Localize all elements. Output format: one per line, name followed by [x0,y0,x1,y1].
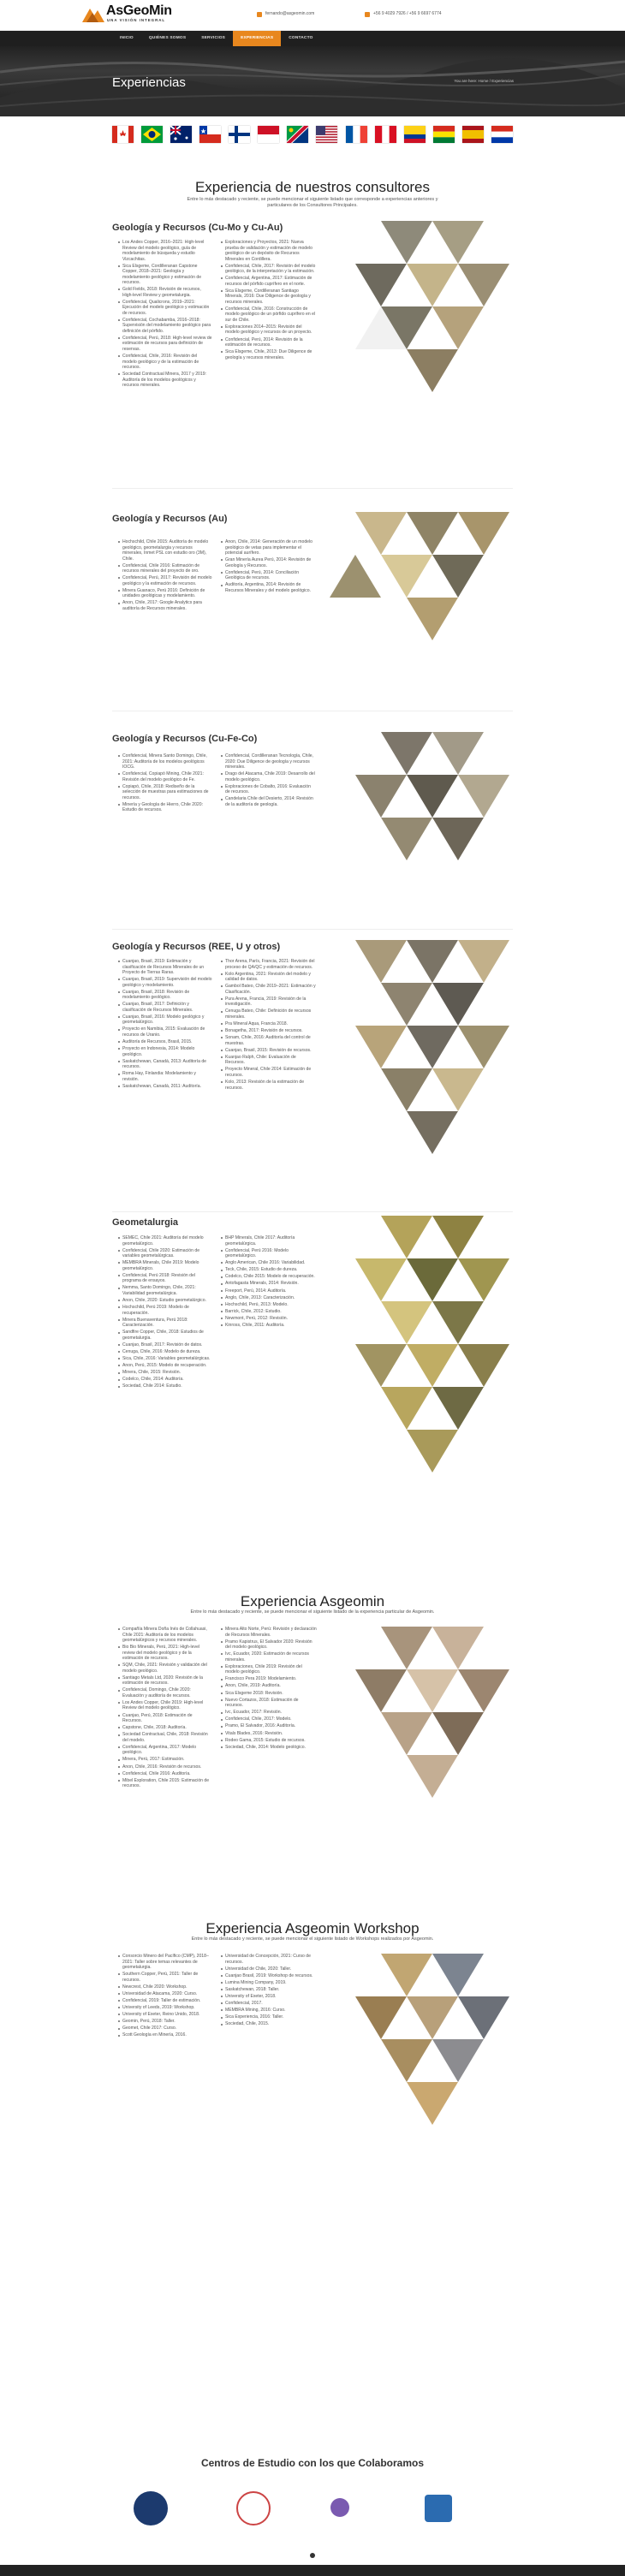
list-item: Anon, Perú, 2015: Modelo de recuperación. [118,1363,212,1369]
list-item: Minera Buenaventura, Perú 2018: Caracterización. [118,1318,212,1329]
list-item: Confidencial, 2019: Taller de estimación. [118,1998,212,2004]
page-title: Experiencias [112,75,186,90]
list-item: Hochschild, Perú, 2013: Modelo. [221,1302,317,1308]
geomet-list-left [118,1235,212,1391]
university-logo-2[interactable] [236,2491,271,2525]
list-item: Confidencial, Argentina, 2017: Estimación de recursos del pórfido cuprífero en el norte. [221,276,317,287]
list-item: Anon, Chile, 2017: Google Analytics para auditoría de Recursos minerales. [118,600,212,611]
list-item: Teck, Chile, 2015: Estudio de dureza. [221,1267,317,1273]
list-item: Confidencial, Chile 2016: Auditoría. [118,1771,212,1777]
list-item: Confidencial, Perú 2018: Revisión del programa de ensayos. [118,1273,212,1284]
nav-experiencias[interactable]: EXPERIENCIAS [233,31,281,46]
workshop-subtitle: Entre lo más destacado y reciente, se puede mencionar el siguiente listado de Workshops realizados por Asgeomin. [191,1936,434,1942]
list-item: Confidencial, Perú, 2017: Revisión del modelo geológico y la estimación de recursos. [118,575,212,586]
list-item: Minera Guanaco, Perú 2016: Definición de unidades geológicas y modelamiento. [118,588,212,599]
list-item: Compañía Minera Doña Inés de Collahuasi, Chile 2021: Auditoría de los modelos geometalúrgicos y recursos minerales. [118,1627,212,1644]
ree-list-right [221,959,317,1092]
list-item: Candelaria Chile del Desierto, 2014: Revisión de la auditoría de geología. [221,796,317,807]
list-item: Cuanjao, Brasil, 2017: Definición y clasificación de Recursos Minerales. [118,1002,212,1013]
section-title-geometalurgia: Geometalurgia [112,1217,179,1228]
list-item: Confidencial, Chile, 2017: Revisión del modelo geológico, de la interpretación y la estimación. [221,264,317,275]
section-title-cufeco: Geología y Recursos (Cu-Fe-Co) [112,734,258,744]
list-item: Minera, Chile, 2015: Revisión. [118,1370,212,1376]
flag-paraguay-icon [491,126,513,143]
list-item: Cuanjao Brasil, 2019: Workshop de recursos. [221,1973,317,1979]
list-item: Confidencial, Copiapó Mining, Chile 2021: Revisión del modelo geológico de Fe. [118,771,212,782]
list-item: Nemma, Santo Domingo, Chile, 2021: Variabilidad geometalúrgica. [118,1285,212,1296]
list-item: Ivc, Ecuador, 2020: Estimación de recursos minerales. [221,1651,317,1663]
list-item: Confidencial, Chile 2020: Estimación de variables geometalúrgicas. [118,1248,212,1259]
list-item: University of Exeter, Reino Unido, 2018. [118,2012,212,2018]
list-item: Anglo American, Chile 2016: Variabilidad. [221,1260,317,1266]
list-item: Gambol Bateo, Chile 2019–2021: Estimación y Clasificación. [221,984,317,995]
phone-icon [365,12,370,17]
list-item: Newcrest, Chile 2020: Workshop. [118,1984,212,1990]
list-item: Sociedad Contractual Minera, 2017 y 2019: Auditoría de los modelos geológicos y recursos minerales. [118,372,212,389]
list-item: Proyecto en Namibia, 2015: Evaluación de recursos de Uranio. [118,1026,212,1038]
cufeco-triangle-collage [330,732,509,886]
centros-logos [128,2486,497,2537]
list-item: Confidencial, Chile, 2016: Construcción de modelo geológico de un pórfido cuprífero en el sur de Chile. [221,306,317,324]
asgeomin-triangle-collage [330,1627,509,1832]
ree-list-left [118,959,212,1091]
list-item: Pramo Kapistrus, El Salvador 2020: Revisión del modelo geológico. [221,1639,317,1651]
page-hero [0,46,625,116]
list-item: Mibel Exploration, Chile 2015: Estimación de recursos. [118,1778,212,1789]
list-item: Geomet, Chile 2017: Curso. [118,2026,212,2032]
list-item: Freeport, Perú, 2014: Auditoría. [221,1288,317,1294]
list-item: Los Andes Copper, 2016–2021: High-level Review del modelo geológico, guía de modelamiento de búsqueda y estudio Vizcachitas. [118,240,212,262]
list-item: Confidencial, Qualicrons, 2019–2021: Ejecución del modelo geológico y estimación de recursos. [118,300,212,317]
country-flags [112,126,513,145]
list-item: Codelco, Chile 2015: Modelo de recuperación. [221,1274,317,1280]
list-item: Cenuga Bateo, Chile: Definición de recursos minerales. [221,1008,317,1020]
list-item: Newmont, Perú, 2012: Revisión. [221,1316,317,1322]
list-item: Auditoría de Recursos, Brasil, 2015. [118,1039,212,1045]
list-item: Vitals Blades, 2016: Revisión. [221,1731,317,1737]
flag-namibia-icon [287,126,308,143]
list-item: Sandfire Copper, Chile, 2018: Estudios de geometalurgia. [118,1330,212,1341]
list-item: Cuanjao, Brasil, 2016: Modelo geológico y geometalúrgico. [118,1014,212,1026]
list-item: Exploraciones 2014–2015: Revisión del modelo geológico y recursos de un proyecto. [221,324,317,336]
list-item: Anon, Chile, 2014: Generación de un modelo geológico de vetas para implementar el potencial aurífero. [221,539,317,556]
list-item: Sociedad, Chile, 2014: Modelo geológico. [221,1745,317,1751]
cumo-triangle-collage [330,221,509,409]
list-item: Saskatchewan, Canadá, 2011: Auditoría. [118,1084,212,1090]
cumo-list-right [221,240,317,362]
list-item: Pra Mineral Aqua, Francia 2018. [221,1021,317,1027]
flag-france-icon [346,126,367,143]
list-item: Sonam, Chile, 2016: Auditoría del control de muestras. [221,1035,317,1046]
list-item: SQM, Chile, 2021: Revisión y validación del modelo geológico. [118,1663,212,1674]
list-item: University of Leeds, 2019: Workshop. [118,2005,212,2011]
list-item: Confidencial, Perú 2016: Modelo geometalúrgico. [221,1248,317,1259]
list-item: Cuanjao, Brasil, 2017: Revisión de datos. [118,1342,212,1348]
nav-servicios[interactable]: SERVICIOS [201,36,226,41]
list-item: MEMBRA Minerals, Chile 2019: Modelo geometalúrgico. [118,1260,212,1271]
flag-chile-icon [199,126,221,143]
list-item: Anon, Chile, 2019: Auditoría. [221,1683,317,1689]
section-title-ree: Geología y Recursos (REE, U y otros) [112,942,281,952]
list-item: Anglo, Chile, 2013: Caracterización. [221,1295,317,1301]
list-item: Confidencial, Cochabamba, 2016–2018: Supervisión del modelamiento geológico para definición del pórfido. [118,318,212,335]
list-item: Sica Elsgeme 2018: Revisión. [221,1691,317,1697]
list-item: Universidad de Atacama, 2020: Curso. [118,1991,212,1997]
list-item: Saskatchewan, Canadá, 2013: Auditoría de recursos. [118,1059,212,1070]
list-item: Confidencial, Argentina, 2017: Modelo geológico. [118,1745,212,1756]
list-item: Barrick, Chile, 2012: Estudio. [221,1309,317,1315]
nav-contacto[interactable]: CONTACTO [289,36,313,41]
asgeomin-title: Experiencia Asgeomin [240,1593,385,1609]
geomet-list-right [221,1235,317,1330]
cufeco-list-right [221,753,317,809]
list-item: Francisco Pera 2019: Modelamiento. [221,1676,317,1682]
list-item: Confidencial, 2017. [221,2001,317,2007]
list-item: Bio Bio Minerals, Perú, 2021: High-level review del modelo geológico y de la estimación de recursos. [118,1645,212,1662]
phone-contact[interactable] [365,11,442,18]
top-bar [0,0,625,31]
list-item: Minería y Geología de Hierro, Chile 2020: Estudio de recursos. [118,802,212,813]
flag-brazil-icon [141,126,163,143]
ree-triangle-collage [330,940,509,1180]
list-item: Bonagetha, 2017: Revisión de recursos. [221,1028,317,1034]
cufeco-list-left [118,753,212,814]
list-item: Southern Copper, Perú, 2021: Taller de recursos. [118,1972,212,1983]
list-item: Pramo, El Salvador, 2016: Auditoría. [221,1723,317,1729]
au-list-left [118,539,212,613]
list-item: Rodeo Gama, 2015: Estudio de recursos. [221,1738,317,1744]
list-item: Saskatchewan, 2018: Taller. [221,1987,317,1993]
logo-mountain-icon [82,5,104,22]
list-item: Confidencial, Domingo, Chile 2020: Evaluación y auditoría de recursos. [118,1687,212,1698]
asgeomin-list-left [118,1627,212,1790]
university-logo-1[interactable] [134,2491,168,2525]
list-item: Gold Fields, 2018: Revisión de recursos, High-level Review y geometalurgia. [118,287,212,298]
list-item: Codelco, Chile, 2014: Auditoría. [118,1377,212,1383]
list-item: Roma Hay, Finlandia: Modelamiento y revisión. [118,1071,212,1082]
list-item: Confidencial, Chile, 2017: Modelo. [221,1716,317,1722]
list-item: Cuanjao, Brasil, 2019: Supervisión del modelo geológico y modelamiento. [118,977,212,988]
list-item: Sociedad Contractual, Chile, 2018: Revisión del modelo. [118,1732,212,1743]
workshop-list-right [221,1954,317,2028]
flag-canada-icon [112,126,134,143]
list-item: Exploraciones y Proyectos, 2021: Nueva prueba de validación y estimación de modelo geológico de un depósito de Recursos Minerales en Cordillera. [221,240,317,262]
list-item: Sociedad, Chile 2014: Estudio. [118,1383,212,1389]
list-item: Confidencial, Perú, 2014: Revisión de la estimación de recursos. [221,337,317,348]
list-item: Copiapó, Chile, 2018: Rediseño de la selección de muestras para estimaciones de recursos. [118,784,212,801]
list-item: Sica, Chile, 2016: Variables geometalúrgicas. [118,1356,212,1362]
list-item: Sica Elsgeme, Cordilleranan Capstone Copper, 2018–2021: Geología y modelamiento geológico y estimación de recursos. [118,264,212,286]
brand-name: AsGeoMin [106,3,172,18]
list-item: Sociedad, Chile, 2015. [221,2021,317,2027]
asgeomin-subtitle: Entre lo más destacado y reciente, se puede mencionar el siguiente listado de la experiencia particular de Asgeomin. [190,1609,435,1615]
list-item: Cuanjao, Brasil, 2018: Revisión de modelamiento geológico. [118,990,212,1001]
list-item: Exploraciones de Cobalto, 2016: Evaluación de recursos. [221,784,317,795]
list-item: Sica Experiencia, 2016: Taller. [221,2014,317,2020]
workshop-triangle-collage [330,1954,509,2142]
list-item: Geomin, Perú, 2018: Taller. [118,2019,212,2025]
university-logo-3[interactable] [330,2498,349,2517]
centros-title: Centros de Estudio con los que Colaboramos [200,2457,425,2469]
email-text: fernando@asgeomin.com [265,11,315,16]
list-item: Capstone, Chile, 2018: Auditoría. [118,1725,212,1731]
flag-finland-icon [229,126,250,143]
au-list-right [221,539,317,595]
list-item: Cuanjao, Perú, 2018: Estimación de Recursos. [118,1713,212,1724]
list-item: Confidencial, Chile, 2016: Revisión del modelo geológico y de la estimación de recursos. [118,354,212,371]
footer [0,2565,625,2576]
consultores-subtitle-1: Entre lo más destacado y reciente, se puede mencionar el siguiente listado que corresponde a experiencias anteriores y [187,197,438,202]
nav-inicio[interactable]: INICIO [120,36,134,41]
list-item: Consorcio Minero del Pacífico (CMP), 2018–2021: Taller sobre temas relevantes de geometalurgia. [118,1954,212,1971]
breadcrumb: You are here: Home / Experiencias [454,79,514,83]
list-item: Anon, Chile, 2020: Estudio geometalúrgico. [118,1298,212,1304]
flag-indonesia-icon [258,126,279,143]
au-triangle-collage [330,512,509,666]
flag-colombia-icon [404,126,426,143]
email-icon [257,12,262,17]
workshop-list-left [118,1954,212,2039]
asgeomin-list-right [221,1627,317,1752]
list-item: Los Andes Copper, Chile 2019: High-level Review del modelo geológico. [118,1700,212,1711]
phone-text: +56 9 4029 7926 / +56 9 6697 6774 [373,11,442,16]
list-item: Lumina Mining Company, 2019. [221,1980,317,1986]
list-item: Thor Arena, París, Francia, 2021: Revisión del proceso de QA/QC y estimación de recursos. [221,959,317,970]
section-title-au: Geología y Recursos (Au) [112,514,228,524]
section-divider [112,1211,513,1212]
list-item: Minera, Perú, 2017: Estimación. [118,1757,212,1763]
list-item: Kolo, 2013: Revisión de la estimación de recursos. [221,1080,317,1091]
list-item: Hochschild, Perú 2019: Modelo de recuperación. [118,1305,212,1316]
brand-logo[interactable] [82,3,219,27]
section-divider [112,488,513,489]
flag-australia-icon [170,126,192,143]
list-item: Scott Geología en Minería, 2016. [118,2032,212,2038]
list-item: MEMBRA Mining, 2016: Curso. [221,2008,317,2014]
consultores-title: Experiencia de nuestros consultores [194,179,431,195]
list-item: Drago del Atacama, Chile 2019: Desarrollo del modelo geológico. [221,771,317,782]
carousel-dot[interactable] [310,2553,315,2558]
list-item: Confidencial, Cordilleranan Tecnología, Chile, 2020: Due Diligence de geología y recursos minerales. [221,753,317,770]
workshop-title: Experiencia Asgeomin Workshop [205,1920,420,1936]
list-item: Kinross, Chile, 2011: Auditoría. [221,1323,317,1329]
list-item: Cenuga, Chile, 2016: Modelo de dureza. [118,1349,212,1355]
hero-mine-background [0,46,625,116]
section-title-cumo-cuau: Geología y Recursos (Cu-Mo y Cu-Au) [112,223,283,233]
list-item: Proyecto en Indonesia, 2014: Modelo geológico. [118,1046,212,1057]
list-item: Hochschild, Chile 2015: Auditoría de modelo geológico, geometalurgia y recursos minerales, Inmet PSL con estudio oro (3M), Chile. [118,539,212,562]
list-item: Gran Minería Aurea Perú, 2014: Revisión de Geología y Recursos. [221,557,317,568]
flag-spain-icon [462,126,484,143]
main-nav [0,31,625,46]
university-logo-4[interactable] [425,2495,452,2522]
list-item: Confidencial, Perú, 2014: Conciliación Geológica de recursos. [221,570,317,581]
list-item: Confidencial, Perú, 2018: High-level review de estimación de recursos para definición de reservas. [118,336,212,353]
list-item: Universidad de Chile, 2020: Taller. [221,1966,317,1972]
brand-tagline: UNA VISIÓN INTEGRAL [107,18,166,22]
list-item: Auditoría, Argentina, 2014: Revisión de Recursos Minerales y del modelo geológico. [221,582,317,593]
list-item: Nuevo Cortazos, 2018: Estimación de recursos. [221,1698,317,1709]
consultores-subtitle-2: particulares de los Consultores Principales. [267,203,358,208]
list-item: Anon, Chile, 2016: Revisión de recursos. [118,1764,212,1770]
list-item: Antofagasta Minerals, 2014: Revisión. [221,1281,317,1287]
cumo-list-left [118,240,212,390]
list-item: Sica Elsgeme, Chile, 2013: Due Diligence de geología y recursos minerales. [221,349,317,360]
list-item: Confidencial, Minera Santo Domingo, Chile, 2021: Auditoría de los modelos geológicos IOCG. [118,753,212,770]
list-item: Pura Arena, Francia, 2019: Revisión de la investigación. [221,996,317,1008]
flag-bolivia-icon [433,126,455,143]
flag-usa-icon [316,126,337,143]
nav-quienes-somos[interactable]: QUIÉNES SOMOS [148,36,187,41]
geomet-triangle-collage [330,1216,509,1490]
flag-peru-icon [375,126,396,143]
list-item: University of Exeter, 2018. [221,1994,317,2000]
list-item: Exploraciones, Chile 2019: Revisión del modelo geológico. [221,1664,317,1675]
list-item: Kolo Argentina, 2021: Revisión del modelo y calidad de datos. [221,972,317,983]
list-item: Santiago Metals Ltd, 2020: Revisión de la estimación de recursos. [118,1675,212,1687]
list-item: Universidad de Concepción, 2021: Curso de recursos. [221,1954,317,1965]
email-contact[interactable] [257,11,314,18]
section-divider [112,929,513,930]
list-item: BHP Minerals, Chile 2017: Auditoría geometalúrgica. [221,1235,317,1246]
list-item: Sica Elsgeme, Cordilleranan Santiago Minerals, 2016: Due Diligence de geología y recursos minerales. [221,289,317,306]
list-item: Ivc, Ecuador, 2017: Revisión. [221,1710,317,1716]
list-item: Confidencial, Chile 2016: Estimación de recursos minerales del proyecto de oro. [118,563,212,574]
list-item: Kuanjao Ralph, Chile: Evaluación de Recursos. [221,1055,317,1066]
list-item: Proyecto Mineral, Chile 2014: Estimación de recursos. [221,1067,317,1078]
list-item: Cuanjao, Brasil, 2019: Estimación y clasificación de Recursos Minerales de un Proyecto de Tierras Raras. [118,959,212,976]
list-item: Minera Alto Norte, Perú: Revisión y declaración de Recursos Minerales. [221,1627,317,1638]
list-item: Cuanjao, Brasil, 2015: Revisión de recursos. [221,1048,317,1054]
list-item: SEMEC, Chile 2021: Auditoría del modelo geometalúrgico. [118,1235,212,1246]
